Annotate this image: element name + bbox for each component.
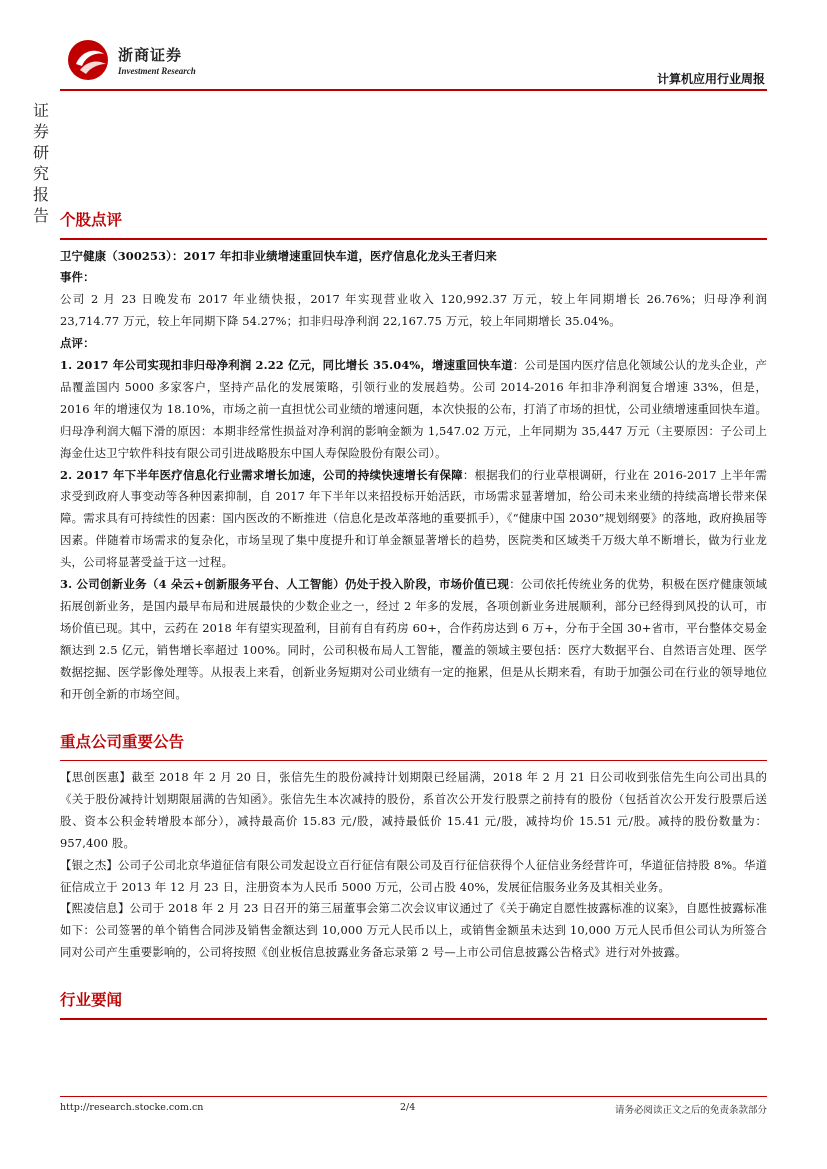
report-type: 计算机应用行业周报 [656, 72, 765, 86]
point-text: ：根据我们的行业草根调研，行业在 2016-2017 上半年需求受到政府人事变动等各种因素抑制，自 2017 年下半年以来招投标开始活跃，市场需求显著增加，给公司未来业绩的持续高增长带来保障。需求具有可持续性的因素：国内医改的不断推进（信息化是改革落地的重要抓手），《“健康中国 2030”规划纲要》的落地，政府换届等因素。伴随着市场需求的复杂化，市场呈现了集中度提升和订单金额显著增长的趋势，医院类和区域类千万级大单不断增长，做为行业龙头，公司将显著受益于这一过程。 [60, 467, 768, 570]
event-text: 公司 2 月 23 日晚发布 2017 年业绩快报，2017 年实现营业收入 120,992.37 万元，较上年同期增长 26.76%；归母净利润 23,714.77 万元，较上年同期下降 54.27%；扣非归母净利润 22,167.75 万元，较上年同期增长 35.04%。 [60, 292, 767, 329]
point-lead: 2. 2017 年下半年医疗信息化行业需求增长加速，公司的持续快速增长有保障 [60, 467, 463, 482]
point-text: ：公司依托传统业务的优势，积极在医疗健康领域拓展创新业务，是国内最早布局和进展最快的少数企业之一，经过 2 年多的发展，各项创新业务进展顺利，部分已经得到风投的认可，市场价值已现。其中，云药在 2018 年有望实现盈利，目前有自有药房 60+，合作药房达到 6 万+，分布于全国 30+省市，平台整体交易金额达到 2.5 亿元，销售增长率超过 100%。同时，公司积极布局人工智能，覆盖的领域主要包括：医疗大数据平台、自然语言处理、医学数据挖掘、医学影像处理等。从报表上来看，创新业务短期对公司业绩有一定的拖累，但是从长期来看，有助于加强公司在行业的领导地位和开创全新的市场空间。 [60, 577, 767, 701]
footer-disclaimer: 请务必阅读正文之后的免责条款部分 [614, 1105, 767, 1116]
point-text: ：公司是国内医疗信息化领域公认的龙头企业，产品覆盖国内 5000 多家客户，坚持产品化的发展策略，引领行业的发展趋势。公司 2014-2016 年扣非净利润复合增速 33%，但是，2016 年的增速仅为 18.10%，市场之前一直担忧公司业绩的增速问题，本次快报的公布，打消了市场的担忧，公司业绩增速重回快车道。归母净利润大幅下滑的原因：本期非经常性损益对净利润的影响金额为 1,547.02 万元，上年同期为 35,447 万元（主要原因：子公司上海金仕达卫宁软件科技有限公司引进战略股东中国人寿保险股份有限公司）。 [60, 358, 767, 460]
announcement-item [60, 855, 767, 899]
comment-point-1 [60, 355, 767, 465]
page-header [60, 38, 767, 88]
announcement-text: 截至 2018 年 2 月 20 日，张信先生的股份减持计划期限已经届满，2018 年 2 月 21 日公司收到张信先生向公司出具的《关于股份减持计划期限届满的告知函》。张信先生本次减持的股份，系首次公开发行股票之前持有的股份（包括首次公开发行股票后送股、资本公积金转增股本部分），减持最高价 15.83 元/股，减持最低价 15.41 元/股，减持均价 15.51 元/股。减持的股份数量为：957,400 股。 [60, 770, 767, 850]
announcement-tag: 【熙凌信息】 [60, 901, 130, 916]
announcement-tag: 【银之杰】 [60, 857, 119, 872]
announcement-tag: 【思创医惠】 [60, 770, 132, 785]
comment-label: 点评： [60, 336, 95, 351]
section-rule [60, 238, 767, 240]
footer-url[interactable]: http://research.stocke.com.cn [60, 1102, 204, 1113]
announcement-item [60, 767, 767, 855]
section-rule [60, 760, 767, 762]
section-title-stock-review: 个股点评 [60, 211, 123, 229]
side-label: 证券研究报告 [32, 101, 49, 225]
logo-english-name: Investment Research [118, 66, 196, 76]
point-lead: 3. 公司创新业务（4 朵云+创新服务平台、人工智能）仍处于投入阶段，市场价值已现 [60, 577, 510, 592]
event-label: 事件： [60, 270, 95, 285]
zheshang-logo-icon [66, 38, 114, 82]
section-rule [60, 1018, 767, 1020]
comment-point-3 [60, 574, 767, 705]
announcement-item [60, 898, 767, 964]
page-number: 2/4 [400, 1102, 416, 1113]
stock-headline: 卫宁健康（300253）：2017 年扣非业绩增速重回快车道，医疗信息化龙头王者归来 [60, 248, 497, 263]
logo-chinese-name: 浙商证券 [118, 46, 183, 64]
section-title-industry-news: 行业要闻 [60, 991, 123, 1010]
header-rule [60, 89, 767, 91]
announcement-text: 公司于 2018 年 2 月 23 日召开的第三届董事会第二次会议审议通过了《关于确定自愿性披露标准的议案》，自愿性披露标准如下：公司签署的单个销售合同涉及销售金额达到 10,000 万元人民币以上，或销售金额虽未达到 10,000 万元人民币但公司认为所签合同对公司产生重要影响的，公司将按照《创业板信息披露业务备忘录第 2 号—上市公司信息披露公告格式》进行对外披露。 [60, 901, 767, 960]
comment-point-2 [60, 465, 767, 575]
footer-rule [60, 1096, 767, 1097]
point-lead: 1. 2017 年公司实现扣非归母净利润 2.22 亿元，同比增长 35.04%，增速重回快车道 [60, 358, 513, 373]
section-title-announcements: 重点公司重要公告 [60, 732, 185, 751]
announcement-text: 公司子公司北京华道征信有限公司发起设立百行征信有限公司及百行征信获得个人征信业务经营许可，华道征信持股 8%。华道征信成立于 2013 年 12 月 23 日，注册资本为人民币 5000 万元，公司占股 40%，发展征信服务业务及其相关业务。 [60, 857, 767, 894]
main-content [60, 208, 767, 1026]
